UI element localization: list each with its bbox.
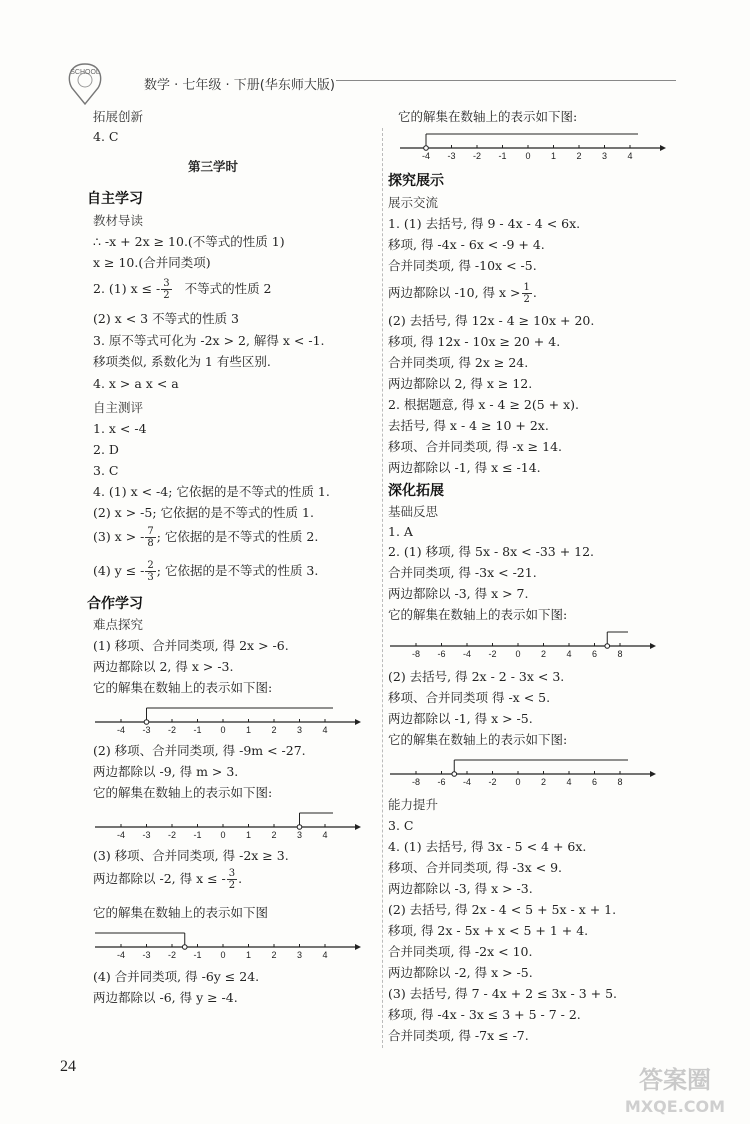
answer-line: 3. 原不等式可化为 -2x > 2, 解得 x < -1. [93,333,325,348]
tick-label: 3 [296,830,303,840]
answer-line: ∴ -x + 2x ≥ 10.(不等式的性质 1) [93,234,285,249]
answer-line: (2) x < 3 不等式的性质 3 [93,311,240,326]
school-logo-icon [60,58,110,106]
answer-line: 两边都除以 -1, 得 x ≤ -14. [388,460,541,475]
subheading: 教材导读 [93,213,144,228]
tick-label: 0 [220,950,226,960]
endpoint-dot [182,945,187,950]
tick-label: 4 [566,777,572,787]
tick-label: 6 [591,649,598,659]
answer-line: (2) 移项、合并同类项, 得 -9m < -27. [93,743,306,758]
answer-line: 合并同类项, 得 -7x ≤ -7. [388,1028,529,1043]
tick-label: 6 [591,777,598,787]
answer-line: 两边都除以 -1, 得 x > -5. [388,711,533,726]
tick-label: 2 [271,725,277,735]
answer-line: 2. (1) 移项, 得 5x - 8x < -33 + 12. [388,544,595,559]
column-divider [382,128,383,1048]
axis-arrow-icon [660,145,666,151]
tick-label: 1 [245,725,252,735]
answer-line: 移项、合并同类项 得 -x < 5. [388,690,551,705]
answer-text: 两边都除以 -2, 得 x ≤ - [93,871,226,886]
tick-label: 3 [296,725,303,735]
tick-label: -1 [193,725,202,735]
answer-line: 移项, 得 2x - 5x + x < 5 + 1 + 4. [388,923,589,938]
tick-label: 0 [515,777,521,787]
answer-line [93,868,242,891]
tick-label: -3 [142,830,151,840]
tick-label: 8 [617,777,623,787]
tick-label: 4 [322,830,328,840]
answer-line: (3) 移项、合并同类项, 得 -2x ≥ 3. [93,848,289,863]
answer-line: 两边都除以 -6, 得 y ≥ -4. [93,990,238,1005]
section-heading: 探究展示 [388,173,444,189]
answer-line: (2) 去括号, 得 2x - 4 < 5 + 5x - x + 1. [388,902,617,917]
answer-line: 4. x > a x < a [93,376,179,391]
answer-line: 它的解集在数轴上的表示如下图: [388,607,568,622]
answer-line: 移项、合并同类项, 得 -3x < 9. [388,860,562,875]
tick-label: 1 [245,830,252,840]
tick-label: -2 [472,151,482,161]
answer-line [93,278,272,301]
tick-label: 1 [550,151,557,161]
tick-label: 4 [566,649,572,659]
answer-line: 去括号, 得 x - 4 ≥ 10 + 2x. [388,418,549,433]
answer-line: 1. x < -4 [93,421,147,436]
tick-label: -8 [411,777,421,787]
tick-label: -2 [488,777,497,787]
answer-line: 两边都除以 -9, 得 m > 3. [93,764,239,779]
tick-label: -2 [167,725,177,735]
answer-line: 3. C [388,818,414,833]
subheading: 自主测评 [93,400,144,415]
answer-line: (1) 移项、合并同类项, 得 2x > -6. [93,638,289,653]
fraction: $\frac{3}{2}$ [163,278,170,301]
answer-line: 两边都除以 -3, 得 x > -3. [388,881,533,896]
endpoint-dot [605,644,610,649]
axis-arrow-icon [355,719,361,725]
number-line [93,925,363,961]
number-line [93,700,363,736]
tick-label: 2 [540,777,547,787]
tick-label: -4 [116,725,126,735]
endpoint-dot [297,825,302,830]
subheading: 拓展创新 [93,109,144,124]
number-line [388,624,658,660]
tick-label: -6 [437,777,446,787]
tick-label: 8 [617,649,623,659]
answer-text: 2. (1) x ≤ - [93,281,161,296]
tick-label: 0 [525,151,531,161]
tick-label: 2 [271,950,277,960]
tick-label: 0 [515,649,521,659]
tick-label: -1 [498,151,507,161]
endpoint-dot [424,146,429,151]
answer-line: 2. 根据题意, 得 x - 4 ≥ 2(5 + x). [388,397,580,412]
section-heading: 自主学习 [87,191,143,207]
section-heading: 合作学习 [87,596,143,612]
tick-label: -4 [421,151,431,161]
subheading: 基础反思 [388,504,439,519]
answer-line: 移项类似, 系数化为 1 有些区别. [93,354,271,369]
answer-line: 4. (1) x < -4; 它依据的是不等式的性质 1. [93,484,330,499]
answer-line: (4) 合并同类项, 得 -6y ≤ 24. [93,969,260,984]
answer-line: (2) 去括号, 得 12x - 4 ≥ 10x + 20. [388,313,595,328]
answer-line: 它的解集在数轴上的表示如下图: [93,680,273,695]
answer-line: x ≥ 10.(合并同类项) [93,255,211,270]
answer-text: . [238,871,243,886]
tick-label: 2 [576,151,582,161]
answer-line: 两边都除以 -3, 得 x > 7. [388,586,529,601]
endpoint-dot [144,720,149,725]
answer-text: (4) y ≤ - [93,563,145,578]
tick-label: -3 [142,950,151,960]
answer-text: . [532,285,537,300]
tick-label: -2 [167,830,177,840]
watermark-logo-icon [610,1060,740,1120]
tick-label: -4 [116,950,126,960]
answer-line: 1. A [388,524,413,539]
answer-line: (3) 去括号, 得 7 - 4x + 2 ≤ 3x - 3 + 5. [388,986,617,1001]
answer-line: 两边都除以 -2, 得 x > -5. [388,965,533,980]
answer-line: 移项、合并同类项, 得 -x ≥ 14. [388,439,562,454]
answer-text: ; 它依据的是不等式的性质 2. [156,529,319,544]
header-rule [336,80,676,81]
answer-line: 它的解集在数轴上的表示如下图: [93,785,273,800]
answer-text: (3) x > - [93,529,145,544]
answer-line: 移项, 得 -4x - 6x < -9 + 4. [388,237,545,252]
answer-line: 它的解集在数轴上的表示如下图: [388,732,568,747]
answer-line: 两边都除以 2, 得 x ≥ 12. [388,376,533,391]
endpoint-dot [452,772,457,777]
tick-label: -3 [142,725,151,735]
answer-line: 合并同类项, 得 -10x < -5. [388,258,537,273]
tick-label: 3 [601,151,608,161]
tick-label: -2 [488,649,497,659]
axis-arrow-icon [650,643,656,649]
answer-line [93,560,318,583]
page-header [48,52,688,102]
answer-line: (2) x > -5; 它依据的是不等式的性质 1. [93,505,314,520]
answer-line: 移项, 得 12x - 10x ≥ 20 + 4. [388,334,561,349]
tick-label: -2 [167,950,177,960]
svg-text:SCHOOL: SCHOOL [70,69,100,76]
svg-text:答案圈: 答案圈 [639,1066,711,1094]
fraction: $\frac{3}{2}$ [228,868,236,891]
tick-label: 4 [322,725,328,735]
tick-label: 3 [296,950,303,960]
answer-line: 2. D [93,442,119,457]
answer-line: 合并同类项, 得 -2x < 10. [388,944,533,959]
tick-label: -6 [437,649,446,659]
tick-label: -1 [193,950,202,960]
tick-label: 4 [627,151,633,161]
answer-line: 两边都除以 2, 得 x > -3. [93,659,234,674]
tick-label: -4 [116,830,126,840]
answer-text: ; 它依据的是不等式的性质 3. [156,563,319,578]
tick-label: -4 [462,777,472,787]
answer-text: 两边都除以 -10, 得 x > [388,285,521,300]
answer-line [93,526,318,549]
svg-text:MXQE.COM: MXQE.COM [624,1097,726,1116]
answer-line [388,282,537,305]
fraction: $\frac{1}{2}$ [523,282,530,305]
answer-line: (2) 去括号, 得 2x - 2 - 3x < 3. [388,669,565,684]
tick-label: 0 [220,725,226,735]
tick-label: -8 [411,649,421,659]
tick-label: 1 [245,950,252,960]
subheading: 展示交流 [388,195,439,210]
tick-label: -1 [193,830,202,840]
fraction: $\frac{7}{8}$ [147,526,154,549]
answer-line: 它的解集在数轴上的表示如下图 [93,905,269,920]
section-heading: 深化拓展 [388,483,444,499]
answer-line: 合并同类项, 得 -3x < -21. [388,565,537,580]
tick-label: -4 [462,649,472,659]
tick-label: 2 [540,649,547,659]
tick-label: 2 [271,830,277,840]
axis-arrow-icon [355,944,361,950]
tick-label: 0 [220,830,226,840]
answer-line: 3. C [93,463,119,478]
lesson-title: 第三学时 [188,159,239,174]
fraction: $\frac{2}{3}$ [147,560,154,583]
answer-line: 1. (1) 去括号, 得 9 - 4x - 4 < 6x. [388,216,581,231]
answer-text: 不等式的性质 2 [184,281,272,296]
answer-line: 4. (1) 去括号, 得 3x - 5 < 4 + 6x. [388,839,587,854]
page-number: 24 [60,1058,76,1075]
subheading: 能力提升 [388,797,439,812]
answer-line: 移项, 得 -4x - 3x ≤ 3 + 5 - 7 - 2. [388,1007,581,1022]
number-line [93,805,363,841]
axis-arrow-icon [355,824,361,830]
answer-line: 4. C [93,129,119,144]
number-line [398,126,668,162]
tick-label: -3 [447,151,456,161]
tick-label: 4 [322,950,328,960]
answer-line: 合并同类项, 得 2x ≥ 24. [388,355,529,370]
subheading: 难点探究 [93,617,144,632]
answer-line: 它的解集在数轴上的表示如下图: [398,109,578,124]
number-line [388,752,658,788]
book-title: 数学 · 七年级 · 下册(华东师大版) [144,78,335,93]
axis-arrow-icon [650,771,656,777]
